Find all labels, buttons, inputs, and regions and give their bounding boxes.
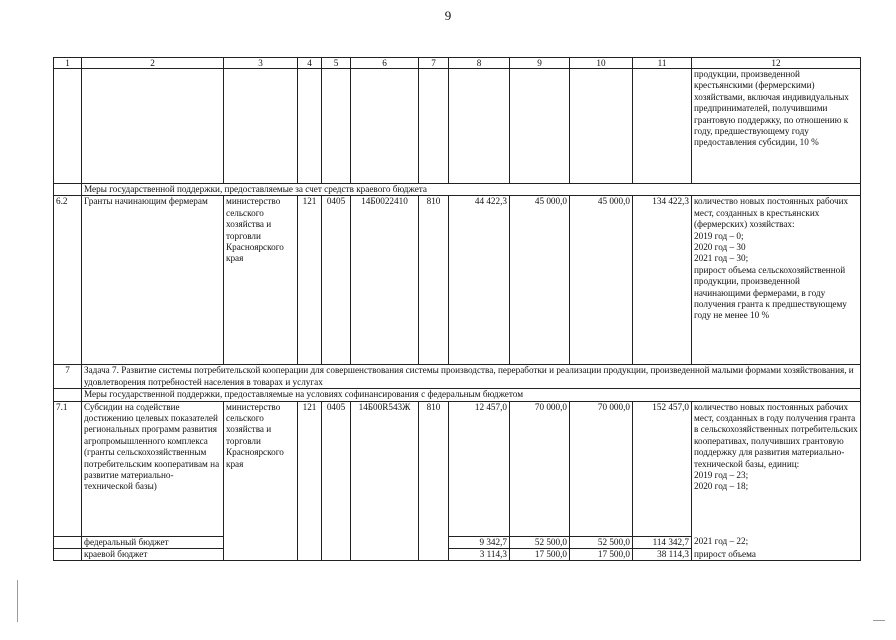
- section-federal-cofinancing: Меры государственной поддержки, предоставляемые на условиях софинансирования с федеральным бюджетом: [82, 389, 861, 401]
- header-cell: 1: [54, 58, 82, 69]
- scan-margin-line: [873, 620, 885, 621]
- header-cell: 6: [351, 58, 419, 69]
- amount-2021: 70 000,0: [570, 401, 633, 536]
- page-number: 9: [444, 8, 452, 23]
- header-cell: 11: [633, 58, 692, 69]
- indicator-cell: прирост объема: [692, 549, 861, 561]
- amount-2021: 52 500,0: [570, 536, 633, 548]
- measure-name: Гранты начинающим фермерам: [82, 196, 224, 365]
- header-cell: 9: [510, 58, 570, 69]
- scan-margin-line: [17, 580, 18, 622]
- amount-total: 152 457,0: [633, 401, 692, 536]
- indicator-cell: 2021 год – 22;: [692, 536, 861, 548]
- amount-2020: 45 000,0: [510, 196, 570, 365]
- header-cell: 5: [322, 58, 351, 69]
- amount-total: 38 114,3: [633, 549, 692, 561]
- header-cell: 12: [692, 58, 861, 69]
- code-grbs: 121: [298, 401, 322, 561]
- section-regional-budget: Меры государственной поддержки, предоставляемые за счет средств краевого бюджета: [82, 184, 861, 196]
- code-expense: 810: [419, 196, 449, 365]
- header-cell: 2: [82, 58, 224, 69]
- code-grbs: 121: [298, 196, 322, 365]
- row-number: 6.2: [54, 196, 82, 365]
- code-target: 14Б00R543Ж: [351, 401, 419, 561]
- row-number: 7.1: [54, 401, 82, 536]
- code-target: 14Б0022410: [351, 196, 419, 365]
- header-cell: 7: [419, 58, 449, 69]
- amount-2020: 70 000,0: [510, 401, 570, 536]
- indicator-cell: количество новых постоянных рабочих мест, созданных в крестьянских (фермерских) хозяйствах: 2019 год – 0; 2020 год – 30 2021 год – 30; прирост объема сельскохозяйственной продукции, произведенной начинающими фермерами, в году получения гранта к предшествующему году не менее 10 %: [692, 196, 861, 365]
- table-row: [54, 196, 861, 365]
- header-cell: 4: [298, 58, 322, 69]
- task-text: Задача 7. Развитие системы потребительской кооперации для совершенствования системы производства, переработки и реализации продукции, произведенной малыми формами хозяйствования, и удовлетворения потребностей населения в товарах и услугах: [82, 365, 861, 389]
- code-section: 0405: [322, 196, 351, 365]
- amount-2019: 9 342,7: [449, 536, 510, 548]
- code-expense: 810: [419, 401, 449, 561]
- amount-2021: 45 000,0: [570, 196, 633, 365]
- table-row: [54, 536, 861, 548]
- amount-2021: 17 500,0: [570, 549, 633, 561]
- amount-2019: 44 422,3: [449, 196, 510, 365]
- indicator-cell: продукции, произведенной крестьянскими (фермерскими) хозяйствами, включая индивидуальных предпринимателей, получившими грантовую поддержку, по отношению к году, предшествующему году предоставления субсидии, 10 %: [692, 69, 861, 184]
- header-row: [54, 58, 861, 69]
- table-row: [54, 401, 861, 536]
- amount-2020: 52 500,0: [510, 536, 570, 548]
- continuation-row: [54, 69, 861, 184]
- header-cell: 8: [449, 58, 510, 69]
- executor: министерство сельского хозяйства и торговли Красноярского края: [224, 196, 298, 365]
- executor: министерство сельского хозяйства и торговли Красноярского края: [224, 401, 298, 561]
- amount-2019: 12 457,0: [449, 401, 510, 536]
- code-section: 0405: [322, 401, 351, 561]
- task-row: [54, 365, 861, 389]
- task-number: 7: [54, 365, 82, 389]
- amount-2019: 3 114,3: [449, 549, 510, 561]
- indicator-cell: количество новых постоянных рабочих мест, созданных в году получения гранта в сельскохозяйственных потребительских кооперативах, получивших грантовую поддержку для развития материально-технической базы, единиц: 2019 год – 23; 2020 год – 18;: [692, 401, 861, 536]
- program-measures-table: [53, 57, 861, 561]
- table-row: [54, 549, 861, 561]
- amount-total: 114 342,7: [633, 536, 692, 548]
- amount-total: 134 422,3: [633, 196, 692, 365]
- section-row: [54, 389, 861, 401]
- amount-2020: 17 500,0: [510, 549, 570, 561]
- budget-label-federal: федеральный бюджет: [82, 536, 224, 548]
- section-row: [54, 184, 861, 196]
- header-cell: 3: [224, 58, 298, 69]
- measure-name: Субсидии на содействие достижению целевых показателей региональных программ развития агропромышленного комплекса (гранты сельскохозяйственным потребительским кооперативам на развитие материально-технической базы): [82, 401, 224, 536]
- budget-label-regional: краевой бюджет: [82, 549, 224, 561]
- header-cell: 10: [570, 58, 633, 69]
